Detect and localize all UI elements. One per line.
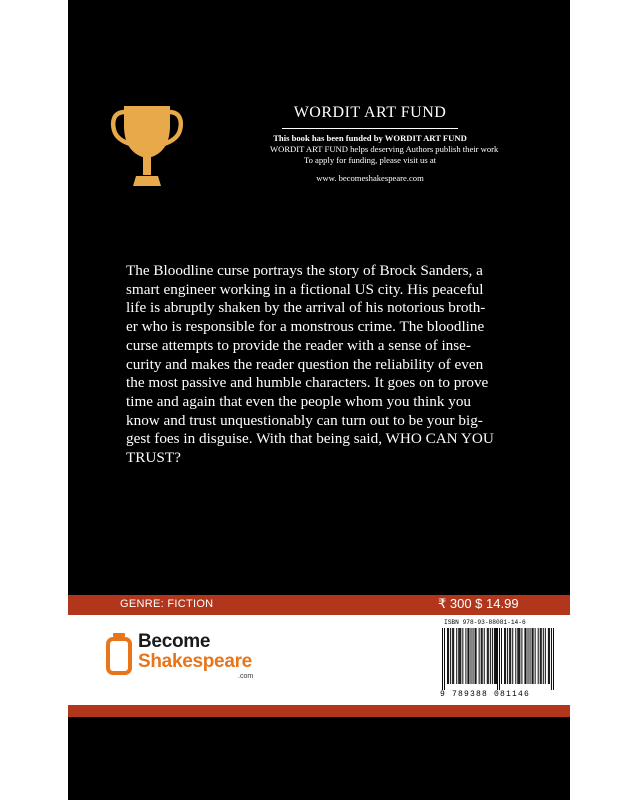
blurb-line: time and again that even the people whom you think you	[126, 392, 472, 410]
barcode-bar	[517, 628, 518, 684]
barcode-bar	[479, 628, 480, 684]
fund-divider	[282, 128, 458, 129]
publisher-domain: .com	[238, 673, 254, 680]
barcode-bar	[450, 628, 451, 684]
barcode-bar	[484, 628, 485, 684]
isbn-label: ISBN 978-93-88081-14-6	[444, 619, 526, 626]
publisher-logo-icon	[106, 633, 132, 675]
barcode-bar	[462, 628, 463, 684]
fund-url: www. becomeshakespeare.com	[316, 173, 424, 183]
barcode-icon	[442, 628, 554, 690]
barcode-bar	[492, 628, 493, 684]
fund-block	[110, 95, 499, 205]
barcode-bar	[497, 628, 498, 690]
barcode-bar	[504, 628, 505, 684]
barcode-bar	[473, 628, 474, 684]
publisher-word-become: Become	[138, 631, 211, 652]
fund-line-1: This book has been funded by WORDIT ART FUND	[273, 133, 467, 143]
blurb-line: life is abruptly shaken by the arrival of his notorious broth-	[126, 299, 486, 317]
barcode-bar	[524, 628, 525, 684]
barcode-bar	[535, 628, 536, 684]
publisher-logo	[106, 632, 286, 688]
barcode-digits: 9 789388 081146	[440, 690, 531, 699]
barcode-bar	[515, 628, 516, 684]
barcode-bar	[545, 628, 546, 684]
barcode-bar	[540, 628, 541, 684]
barcode-bar	[505, 628, 506, 684]
barcode-bar	[496, 628, 497, 684]
barcode-bar	[481, 628, 482, 684]
barcode-bar	[490, 628, 491, 684]
bottom-bar	[68, 705, 570, 717]
blurb-line: TRUST?	[126, 449, 181, 467]
barcode-bar	[495, 628, 496, 684]
barcode-bar	[476, 628, 477, 684]
blurb-line: The Bloodline curse portrays the story of Brock Sanders, a	[126, 262, 483, 279]
trophy-icon	[110, 100, 184, 190]
barcode-bar	[518, 628, 519, 684]
barcode-bar	[538, 628, 539, 684]
barcode-bar	[488, 628, 489, 684]
blurb-line: er who is responsible for a monstrous crime. The bloodline	[126, 318, 485, 336]
barcode-bar	[447, 628, 448, 684]
blurb-line: smart engineer working in a fictional US city. His peaceful	[126, 280, 484, 298]
barcode-bar	[501, 628, 502, 684]
barcode-bar	[459, 628, 460, 684]
blurb-line: curse attempts to provide the reader with a sense of inse-	[126, 336, 471, 354]
book-blurb	[126, 262, 522, 468]
blurb-line: curity and makes the reader question the reliability of even	[126, 355, 484, 373]
publisher-word-shakespeare: Shakespeare	[138, 651, 252, 672]
barcode-bar	[482, 628, 483, 684]
fund-title: WORDIT ART FUND	[293, 104, 447, 121]
barcode-bar	[494, 628, 495, 684]
barcode-bar	[543, 628, 544, 684]
blurb-line: gest foes in disguise. With that being said, WHO CAN YOU	[126, 430, 494, 448]
price-label: ₹ 300 $ 14.99	[438, 596, 519, 611]
fund-line-3: To apply for funding, please visit us at	[303, 155, 437, 165]
barcode-bar	[512, 628, 513, 684]
barcode-bar	[521, 628, 522, 684]
barcode-bar	[525, 628, 526, 684]
barcode-bar	[460, 628, 461, 684]
barcode-bar	[532, 628, 533, 684]
barcode-bar	[499, 628, 500, 690]
barcode-bar	[507, 628, 508, 684]
barcode-bar	[487, 628, 488, 684]
barcode-bar	[541, 628, 542, 684]
barcode-bar	[467, 628, 468, 684]
barcode-bar	[453, 628, 454, 684]
barcode-bar	[468, 628, 469, 684]
publisher-wordmark	[138, 632, 252, 672]
barcode-bar	[452, 628, 453, 684]
genre-label: GENRE: FICTION	[120, 598, 214, 610]
barcode-bar	[533, 628, 534, 684]
barcode-bar	[548, 628, 549, 684]
blurb-line: know and trust unquestionably can turn out to be your big-	[126, 411, 483, 429]
barcode-bar	[549, 628, 550, 684]
barcode-bar	[553, 628, 554, 690]
barcode-bar	[509, 628, 510, 684]
barcode-bar	[444, 628, 445, 690]
barcode-bar	[475, 628, 476, 684]
barcode-bar	[528, 628, 529, 684]
blurb-line: the most passive and humble characters. It goes on to prove	[126, 374, 489, 392]
barcode-bar	[471, 628, 472, 684]
barcode-bar	[551, 628, 552, 690]
barcode-bar	[530, 628, 531, 684]
barcode-bar	[456, 628, 457, 684]
fund-line-2: WORDIT ART FUND helps deserving Authors publish their work	[270, 144, 499, 154]
barcode-bar	[448, 628, 449, 684]
barcode-box	[436, 618, 558, 702]
barcode-bar	[458, 628, 459, 684]
barcode-bar	[465, 628, 466, 684]
barcode-bar	[519, 628, 520, 684]
fund-text	[270, 95, 499, 183]
barcode-bar	[510, 628, 511, 684]
barcode-bar	[442, 628, 443, 690]
